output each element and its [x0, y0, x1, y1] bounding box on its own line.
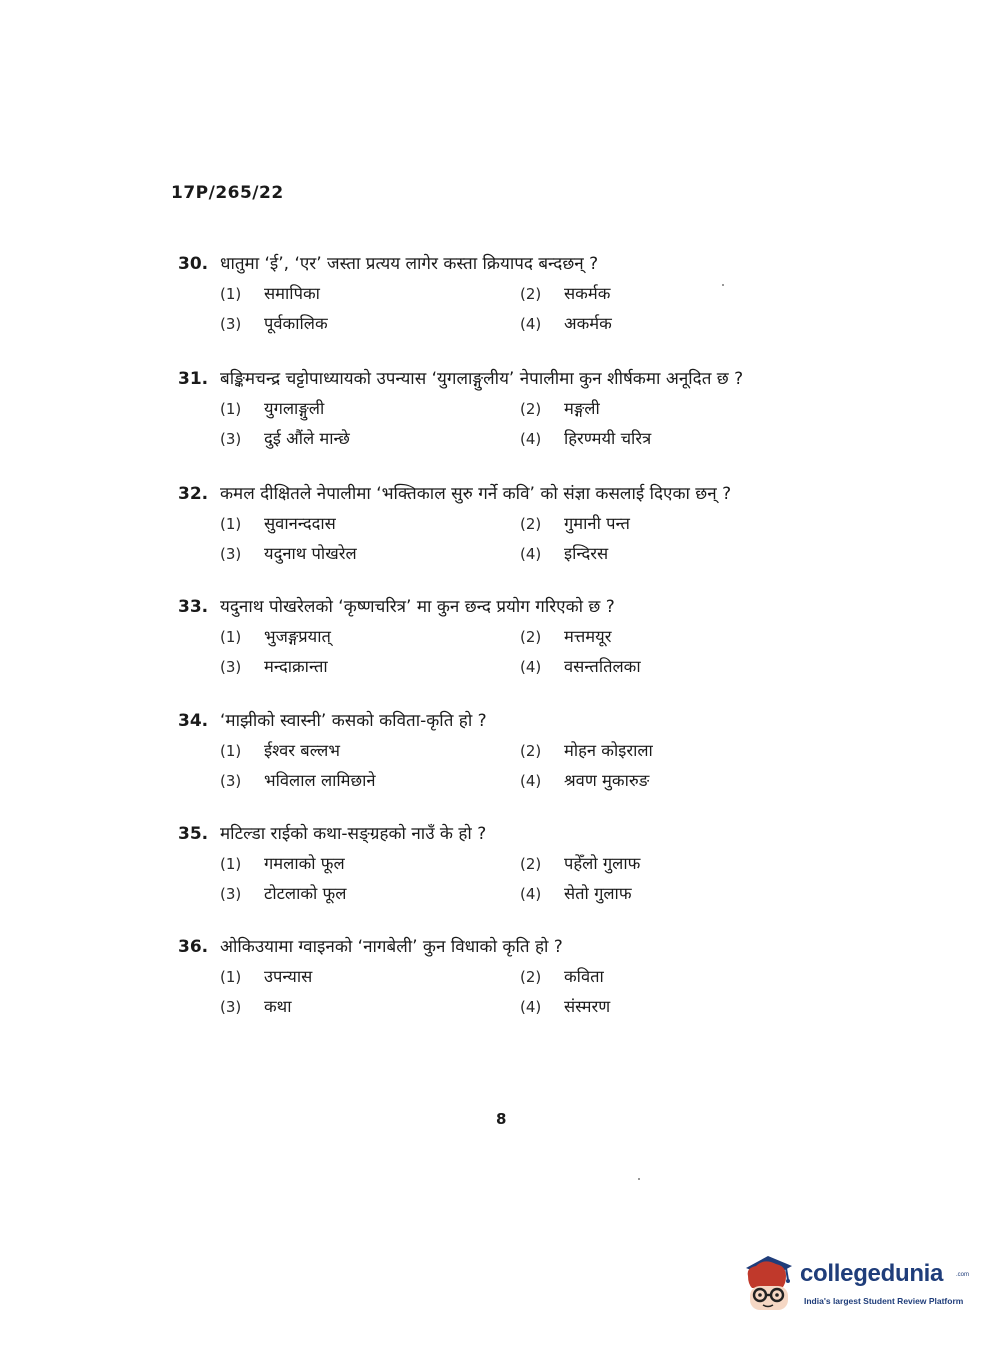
question-36	[178, 935, 858, 1019]
option-number: (2)	[520, 968, 542, 986]
question-31	[178, 367, 858, 451]
option-number: (4)	[520, 658, 542, 676]
option-number: (1)	[220, 515, 242, 533]
option-number: (3)	[220, 430, 242, 448]
paper-code: 17P/265/22	[171, 183, 284, 203]
option-number: (4)	[520, 885, 542, 903]
option-number: (3)	[220, 772, 242, 790]
option-2	[520, 739, 820, 763]
option-3	[220, 769, 520, 793]
question-34	[178, 709, 858, 793]
option-text: टोटलाको फूल	[264, 884, 347, 903]
question-number: 33.	[178, 597, 209, 617]
option-2	[520, 512, 820, 536]
question-stem	[178, 822, 858, 846]
option-1	[220, 397, 520, 421]
option-list	[220, 397, 858, 451]
question-number: 35.	[178, 824, 209, 844]
option-4	[520, 542, 820, 566]
option-text: गमलाको फूल	[264, 854, 345, 873]
option-2	[520, 852, 820, 876]
brand-name: collegedunia	[800, 1260, 944, 1287]
option-number: (3)	[220, 315, 242, 333]
question-text: मटिल्डा राईको कथा-सङ्ग्रहको नाउँ के हो ?	[220, 824, 487, 844]
scan-speck	[722, 284, 724, 286]
option-text: उपन्यास	[264, 967, 313, 986]
option-number: (3)	[220, 658, 242, 676]
question-number: 34.	[178, 711, 209, 731]
option-text: यदुनाथ पोखरेल	[264, 544, 357, 563]
option-3	[220, 542, 520, 566]
option-text: पूर्वकालिक	[264, 314, 328, 333]
question-32	[178, 482, 858, 566]
option-number: (2)	[520, 628, 542, 646]
option-text: पहेँलो गुलाफ	[564, 854, 641, 873]
option-number: (2)	[520, 400, 542, 418]
option-text: श्रवण मुकारुङ	[564, 771, 650, 790]
scan-speck	[638, 1178, 640, 1180]
option-number: (4)	[520, 545, 542, 563]
option-text: कथा	[264, 997, 292, 1016]
option-text: भविलाल लामिछाने	[264, 771, 376, 790]
question-stem	[178, 935, 858, 959]
option-text: सेतो गुलाफ	[564, 884, 632, 903]
option-number: (1)	[220, 285, 242, 303]
brand-tagline: India's largest Student Review Platform	[804, 1296, 964, 1306]
question-number: 30.	[178, 254, 209, 274]
option-1	[220, 739, 520, 763]
question-text: बङ्किमचन्द्र चट्टोपाध्यायको उपन्यास ‘युगलाङ्गुलीय’ नेपालीमा कुन शीर्षकमा अनूदित छ ?	[220, 369, 744, 389]
option-text: मङ्गली	[564, 399, 600, 418]
option-2	[520, 965, 820, 989]
option-1	[220, 852, 520, 876]
option-text: मोहन कोइराला	[564, 741, 653, 760]
option-text: सकर्मक	[564, 284, 611, 303]
option-text: कविता	[564, 967, 604, 986]
question-text: धातुमा ‘ई’, ‘एर’ जस्ता प्रत्यय लागेर कस्ता क्रियापद बन्दछन् ?	[220, 254, 599, 274]
option-number: (2)	[520, 742, 542, 760]
question-stem	[178, 367, 858, 391]
mascot-logo-icon	[742, 1250, 798, 1316]
question-number: 31.	[178, 369, 209, 389]
option-text: सुवानन्ददास	[264, 514, 336, 533]
question-text: ‘माझीको स्वास्नी’ कसको कविता-कृति हो ?	[220, 711, 487, 731]
option-3	[220, 882, 520, 906]
brand-suffix: .com	[956, 1272, 970, 1278]
option-text: युगलाङ्गुली	[264, 399, 325, 418]
option-list	[220, 739, 858, 793]
option-number: (1)	[220, 855, 242, 873]
question-stem	[178, 709, 858, 733]
question-35	[178, 822, 858, 906]
option-text: गुमानी पन्त	[564, 514, 630, 533]
option-3	[220, 427, 520, 451]
option-text: दुई औंले मान्छे	[264, 429, 350, 448]
option-text: वसन्ततिलका	[564, 657, 641, 676]
question-30	[178, 252, 858, 336]
option-text: अकर्मक	[564, 314, 612, 333]
option-3	[220, 655, 520, 679]
question-text: ओकिउयामा ग्वाइनको ‘नागबेली’ कुन विधाको कृति हो ?	[220, 937, 563, 957]
option-4	[520, 769, 820, 793]
question-stem	[178, 482, 858, 506]
option-text: हिरण्मयी चरित्र	[564, 429, 652, 448]
option-2	[520, 282, 820, 306]
option-2	[520, 397, 820, 421]
option-number: (4)	[520, 998, 542, 1016]
option-number: (4)	[520, 430, 542, 448]
question-stem	[178, 595, 858, 619]
option-number: (1)	[220, 628, 242, 646]
option-number: (3)	[220, 545, 242, 563]
option-4	[520, 995, 820, 1019]
option-number: (1)	[220, 742, 242, 760]
option-text: ईश्वर बल्लभ	[264, 741, 340, 760]
option-3	[220, 995, 520, 1019]
option-list	[220, 512, 858, 566]
option-list	[220, 282, 858, 336]
option-text: संस्मरण	[564, 997, 611, 1016]
option-number: (4)	[520, 315, 542, 333]
option-1	[220, 512, 520, 536]
option-1	[220, 965, 520, 989]
option-number: (2)	[520, 515, 542, 533]
option-text: मत्तमयूर	[564, 627, 612, 646]
option-1	[220, 625, 520, 649]
option-4	[520, 655, 820, 679]
question-number: 36.	[178, 937, 209, 957]
option-number: (3)	[220, 885, 242, 903]
question-33	[178, 595, 858, 679]
option-number: (2)	[520, 285, 542, 303]
option-4	[520, 427, 820, 451]
option-list	[220, 625, 858, 679]
option-3	[220, 312, 520, 336]
question-text: यदुनाथ पोखरेलको ‘कृष्णचरित्र’ मा कुन छन्द प्रयोग गरिएको छ ?	[220, 597, 615, 617]
option-list	[220, 852, 858, 906]
option-text: मन्दाक्रान्ता	[264, 657, 328, 676]
option-2	[520, 625, 820, 649]
option-text: समापिका	[264, 284, 320, 303]
option-text: भुजङ्गप्रयात्	[264, 627, 331, 646]
option-number: (4)	[520, 772, 542, 790]
option-list	[220, 965, 858, 1019]
option-4	[520, 312, 820, 336]
collegedunia-watermark	[742, 1250, 972, 1316]
option-number: (1)	[220, 968, 242, 986]
option-1	[220, 282, 520, 306]
question-number: 32.	[178, 484, 209, 504]
page-number: 8	[496, 1110, 507, 1128]
option-number: (3)	[220, 998, 242, 1016]
option-text: इन्दिरस	[564, 544, 609, 563]
question-text: कमल दीक्षितले नेपालीमा ‘भक्तिकाल सुरु गर्ने कवि’ को संज्ञा कसलाई दिएका छन् ?	[220, 484, 732, 504]
option-number: (1)	[220, 400, 242, 418]
option-4	[520, 882, 820, 906]
option-number: (2)	[520, 855, 542, 873]
question-stem	[178, 252, 858, 276]
